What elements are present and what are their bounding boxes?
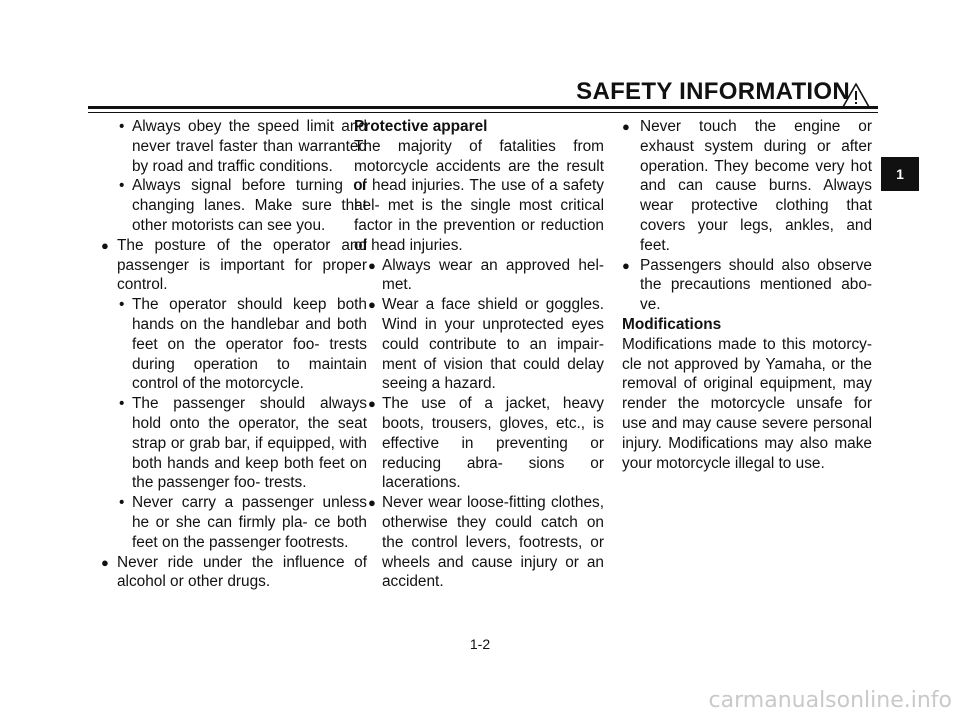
header-rule-thick — [88, 106, 878, 109]
bullet-posture-text: The posture of the operator and passenger is important for proper control. — [117, 236, 367, 294]
sub-bullet-operator-hands: • The operator should keep both hands on the handlebar and both feet on the operator foo- trests during operation to maintain control of the motorcycle. — [119, 295, 367, 394]
bullet-dot-icon: ● — [368, 297, 376, 313]
bullet-face-shield-text: Wear a face shield or goggles. Wind in your unprotected eyes could contribute to an impair- ment of vision that could delay seeing a hazard. — [382, 296, 604, 393]
protective-apparel-intro: The majority of fatalities from motorcycle accidents are the result of head injuries. The use of a safety hel- met is the single most critical factor in the prevention or reduction of head injuries. — [354, 137, 604, 254]
bullet-dot-icon: ● — [622, 119, 630, 134]
bullet-dot-icon: ● — [101, 554, 109, 570]
bullet-loose-clothes — [368, 493, 604, 592]
bullet-engine-hot-text: Never touch the engine or exhaust system during or after operation. They become very hot and can cause burns. Always wear protective clothing that covers your legs, ankles, and feet. — [640, 118, 872, 254]
bullet-dot-icon: ● — [101, 237, 109, 253]
watermark: carmanualsonline.info — [708, 688, 952, 713]
column-middle — [354, 117, 604, 592]
bullet-passengers-observe-text: Passengers should also observe the precautions mentioned abo- ve. — [640, 256, 872, 314]
bullet-helmet-text: Always wear an approved hel- met. — [382, 256, 604, 294]
bullet-posture — [101, 236, 367, 295]
heading-protective-apparel: Protective apparel — [354, 118, 488, 135]
page-number: 1-2 — [469, 636, 491, 652]
bullet-loose-clothes-text: Never wear loose-fitting clothes, otherwise they could catch on the control levers, footrests, or wheels and cause injury or an accident. — [382, 494, 604, 591]
sub-bullet-signal: • Always signal before turning or changing lanes. Make sure that other motorists can see you. — [119, 176, 367, 235]
bullet-engine-hot — [622, 117, 872, 256]
bullet-dot-icon: ● — [622, 257, 630, 273]
bullet-influence — [101, 553, 367, 593]
sub-bullet-speed-limit: • Always obey the speed limit and never travel faster than warranted by road and traffic conditions. — [119, 117, 367, 176]
bullet-dot-icon: ● — [368, 396, 376, 412]
bullet-dot-icon: ● — [368, 257, 376, 273]
bullet-face-shield — [368, 295, 604, 394]
sub-bullet-passenger-hold: • The passenger should always hold onto the operator, the seat strap or grab bar, if equipped, with both hands and keep both feet on the passenger foo- trests. — [119, 394, 367, 493]
bullet-passengers-observe — [622, 256, 872, 315]
header-rule-thin — [88, 112, 878, 113]
section-title: SAFETY INFORMATION — [576, 78, 850, 105]
chapter-tab: 1 — [881, 157, 919, 191]
bullet-dot-icon: ● — [368, 495, 376, 511]
bullet-jacket — [368, 394, 604, 493]
heading-modifications: Modifications — [622, 315, 722, 333]
modifications-body: Modifications made to this motorcy- cle not approved by Yamaha, or the removal of original equipment, may render the motorcycle unsafe for use and may cause severe personal injury. Modifications may also make your motorcycle illegal to use. — [622, 335, 872, 472]
warning-triangle-icon — [841, 82, 871, 109]
bullet-jacket-text: The use of a jacket, heavy boots, trousers, gloves, etc., is effective in preventing or reducing abra- sions or lacerations. — [382, 395, 604, 492]
column-right — [622, 117, 872, 473]
bullet-helmet — [368, 256, 604, 296]
bullet-influence-text: Never ride under the influence of alcohol or other drugs. — [117, 553, 367, 591]
sub-bullet-never-carry: • Never carry a passenger unless he or she can firmly pla- ce both feet on the passenger footrests. — [119, 493, 367, 552]
column-left — [101, 117, 367, 592]
